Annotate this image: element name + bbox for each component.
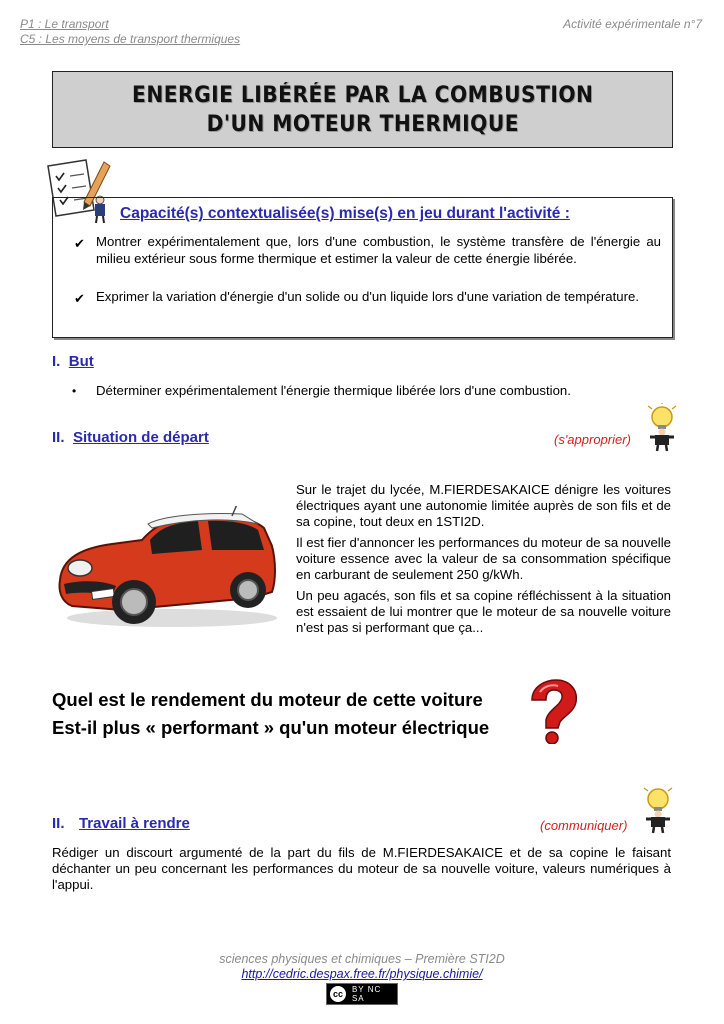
footer-link-wrapper bbox=[0, 967, 724, 981]
question-2: Est-il plus « performant » qu'un moteur électrique bbox=[52, 717, 490, 738]
skill-label: (communiquer) bbox=[540, 818, 628, 833]
section-but-heading bbox=[52, 353, 94, 371]
footer-link[interactable]: http://cedric.despax.free.fr/physique.chimie/ bbox=[241, 967, 483, 981]
situation-text bbox=[296, 482, 671, 636]
situation-paragraph-2: Il est fier d'annoncer les performances du moteur de sa nouvelle voiture essence avec la valeur de sa consommation spécifique en carburant de seulement 250 g/kWh. bbox=[296, 535, 671, 582]
lightbulb-person-icon bbox=[640, 785, 676, 833]
cc-icon: cc bbox=[330, 986, 346, 1002]
capacite-item-1: Montrer expérimentalement que, lors d'une combustion, le système transfère de l'énergie au milieu extérieur sous forme thermique et estimer la valeur de cette énergie libérée. bbox=[96, 234, 661, 266]
lightbulb-person-icon bbox=[644, 403, 680, 451]
skill-label: (s'approprier) bbox=[554, 432, 631, 447]
creative-commons-badge bbox=[326, 983, 398, 1005]
section-number: II. bbox=[52, 429, 65, 446]
question-1: Quel est le rendement du moteur de cette voiture bbox=[52, 689, 483, 710]
section-number: II. bbox=[52, 815, 65, 832]
footer-subject: sciences physiques et chimiques – Première STI2D bbox=[219, 952, 505, 966]
situation-paragraph-3: Un peu agacés, son fils et sa copine réfléchissent à la situation est essaient de lui montrer que le moteur de sa nouvelle voiture n'est pas si performant que ça... bbox=[296, 588, 671, 635]
section-title: Travail à rendre bbox=[78, 815, 190, 832]
bullet-dot: • bbox=[72, 384, 77, 398]
section-title: Situation de départ bbox=[72, 429, 209, 446]
check-icon: ✔ bbox=[74, 236, 85, 251]
situation-paragraph-1: Sur le trajet du lycée, M.FIERDESAKAICE dénigre les voitures électriques ayant une autonomie limitée auprès de son fils et de sa copine, tout deux en 1STI2D. bbox=[296, 482, 671, 529]
course-chapter: C5 : Les moyens de transport thermiques bbox=[20, 32, 241, 46]
section-title: But bbox=[68, 353, 94, 370]
course-part: P1 : Le transport bbox=[20, 17, 109, 31]
title-line-2: D'UN MOTEUR THERMIQUE bbox=[206, 111, 519, 137]
capacite-item-2: Exprimer la variation d'énergie d'un solide ou d'un liquide lors d'une variation de température. bbox=[96, 289, 640, 304]
section-situation-heading bbox=[52, 429, 209, 447]
check-icon: ✔ bbox=[74, 291, 85, 306]
section-number: I. bbox=[52, 353, 61, 370]
title-line-1: ENERGIE LIBÉRÉE PAR LA COMBUSTION bbox=[131, 82, 594, 108]
section-travail-heading bbox=[52, 815, 190, 833]
capacites-heading: Capacité(s) contextualisée(s) mise(s) en jeu durant l'activité : bbox=[120, 205, 570, 222]
travail-text: Rédiger un discourt argumenté de la part du fils de M.FIERDESAKAICE et de sa copine le faisant déchanter un peu concernant les performances du moteur de sa nouvelle voiture, valeurs numériques à l'appui. bbox=[52, 845, 671, 892]
license-label: BY NC SA bbox=[351, 985, 382, 1003]
question-mark-icon bbox=[522, 678, 582, 744]
red-car-illustration bbox=[52, 506, 282, 632]
activity-number: Activité expérimentale n°7 bbox=[563, 17, 702, 31]
title-banner bbox=[52, 71, 673, 148]
but-bullet-text: Déterminer expérimentalement l'énergie thermique libérée lors d'une combustion. bbox=[96, 383, 571, 398]
